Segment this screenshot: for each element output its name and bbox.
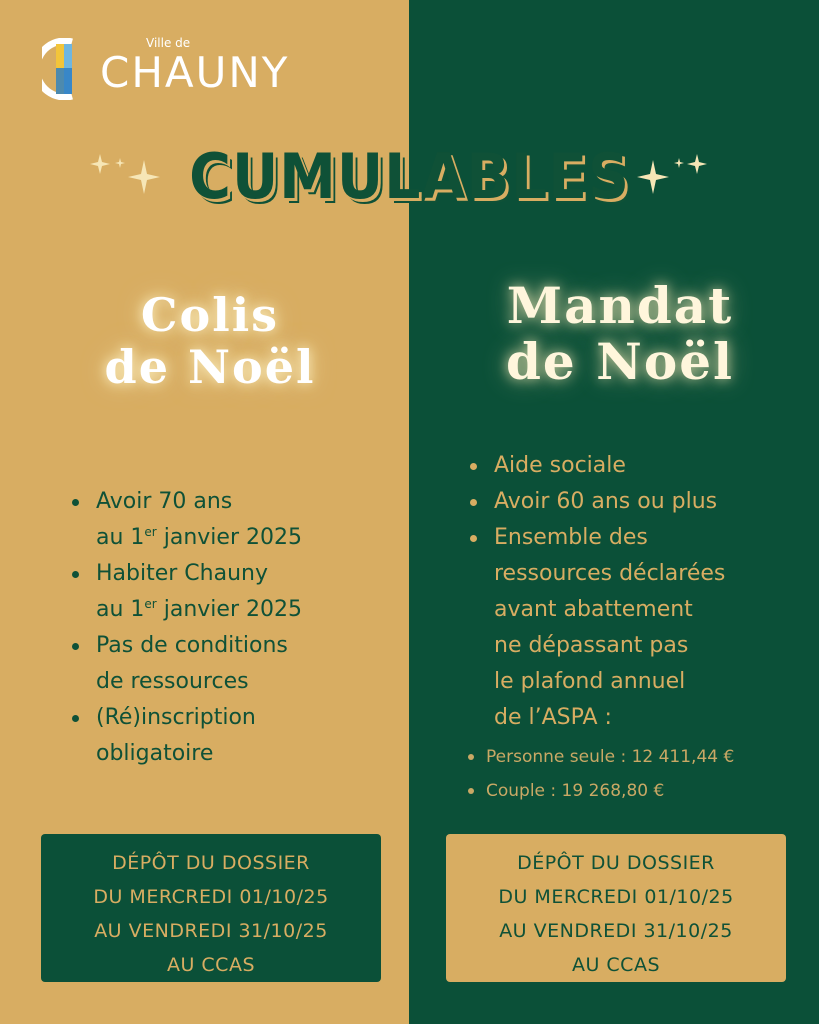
deposit-line: AU CCAS xyxy=(166,954,256,976)
logo-wordmark: CHAUNY xyxy=(100,48,290,97)
deposit-line: DU MERCREDI 01/10/25 xyxy=(498,886,734,908)
deposit-line: AU CCAS xyxy=(571,954,661,976)
colis-deposit-box xyxy=(41,834,381,982)
chauny-logo-mark-icon xyxy=(42,38,90,100)
list-item: Avoir 70 ans au 1er janvier 2025 xyxy=(70,484,390,556)
deposit-line: DÉPÔT DU DOSSIER xyxy=(517,852,715,874)
page-title: CUMULABLES xyxy=(189,140,630,213)
deposit-line: DÉPÔT DU DOSSIER xyxy=(112,852,310,874)
colis-de-noel-heading xyxy=(60,290,360,393)
deposit-line: AU VENDREDI 31/10/25 xyxy=(94,920,328,942)
list-item: Aide sociale xyxy=(468,448,798,484)
deposit-line: AU VENDREDI 31/10/25 xyxy=(499,920,733,942)
heading-line: de Noël xyxy=(104,339,316,394)
heading-line: Colis xyxy=(140,288,280,342)
list-item: Couple : 19 268,80 € xyxy=(466,774,796,808)
list-item: Avoir 60 ans ou plus xyxy=(468,484,798,520)
heading-line: Mandat xyxy=(506,276,734,335)
aspa-ceiling-list xyxy=(466,740,796,808)
list-item: Personne seule : 12 411,44 € xyxy=(466,740,796,774)
mandat-conditions-list xyxy=(468,448,798,736)
list-item: Ensemble des ressources déclarées avant abattement ne dépassant pas le plafond annuel de l’ASPA : xyxy=(468,520,798,736)
deposit-line: DU MERCREDI 01/10/25 xyxy=(93,886,329,908)
chauny-logo xyxy=(42,34,290,104)
heading-line: de Noël xyxy=(505,332,735,391)
list-item: (Ré)inscription obligatoire xyxy=(70,700,390,772)
logo-ville-de: Ville de xyxy=(146,36,191,50)
mandat-deposit-box xyxy=(446,834,786,982)
list-item: Habiter Chauny au 1er janvier 2025 xyxy=(70,556,390,628)
colis-conditions-list xyxy=(70,484,390,772)
list-item: Pas de conditions de ressources xyxy=(70,628,390,700)
mandat-de-noel-heading xyxy=(470,278,770,390)
